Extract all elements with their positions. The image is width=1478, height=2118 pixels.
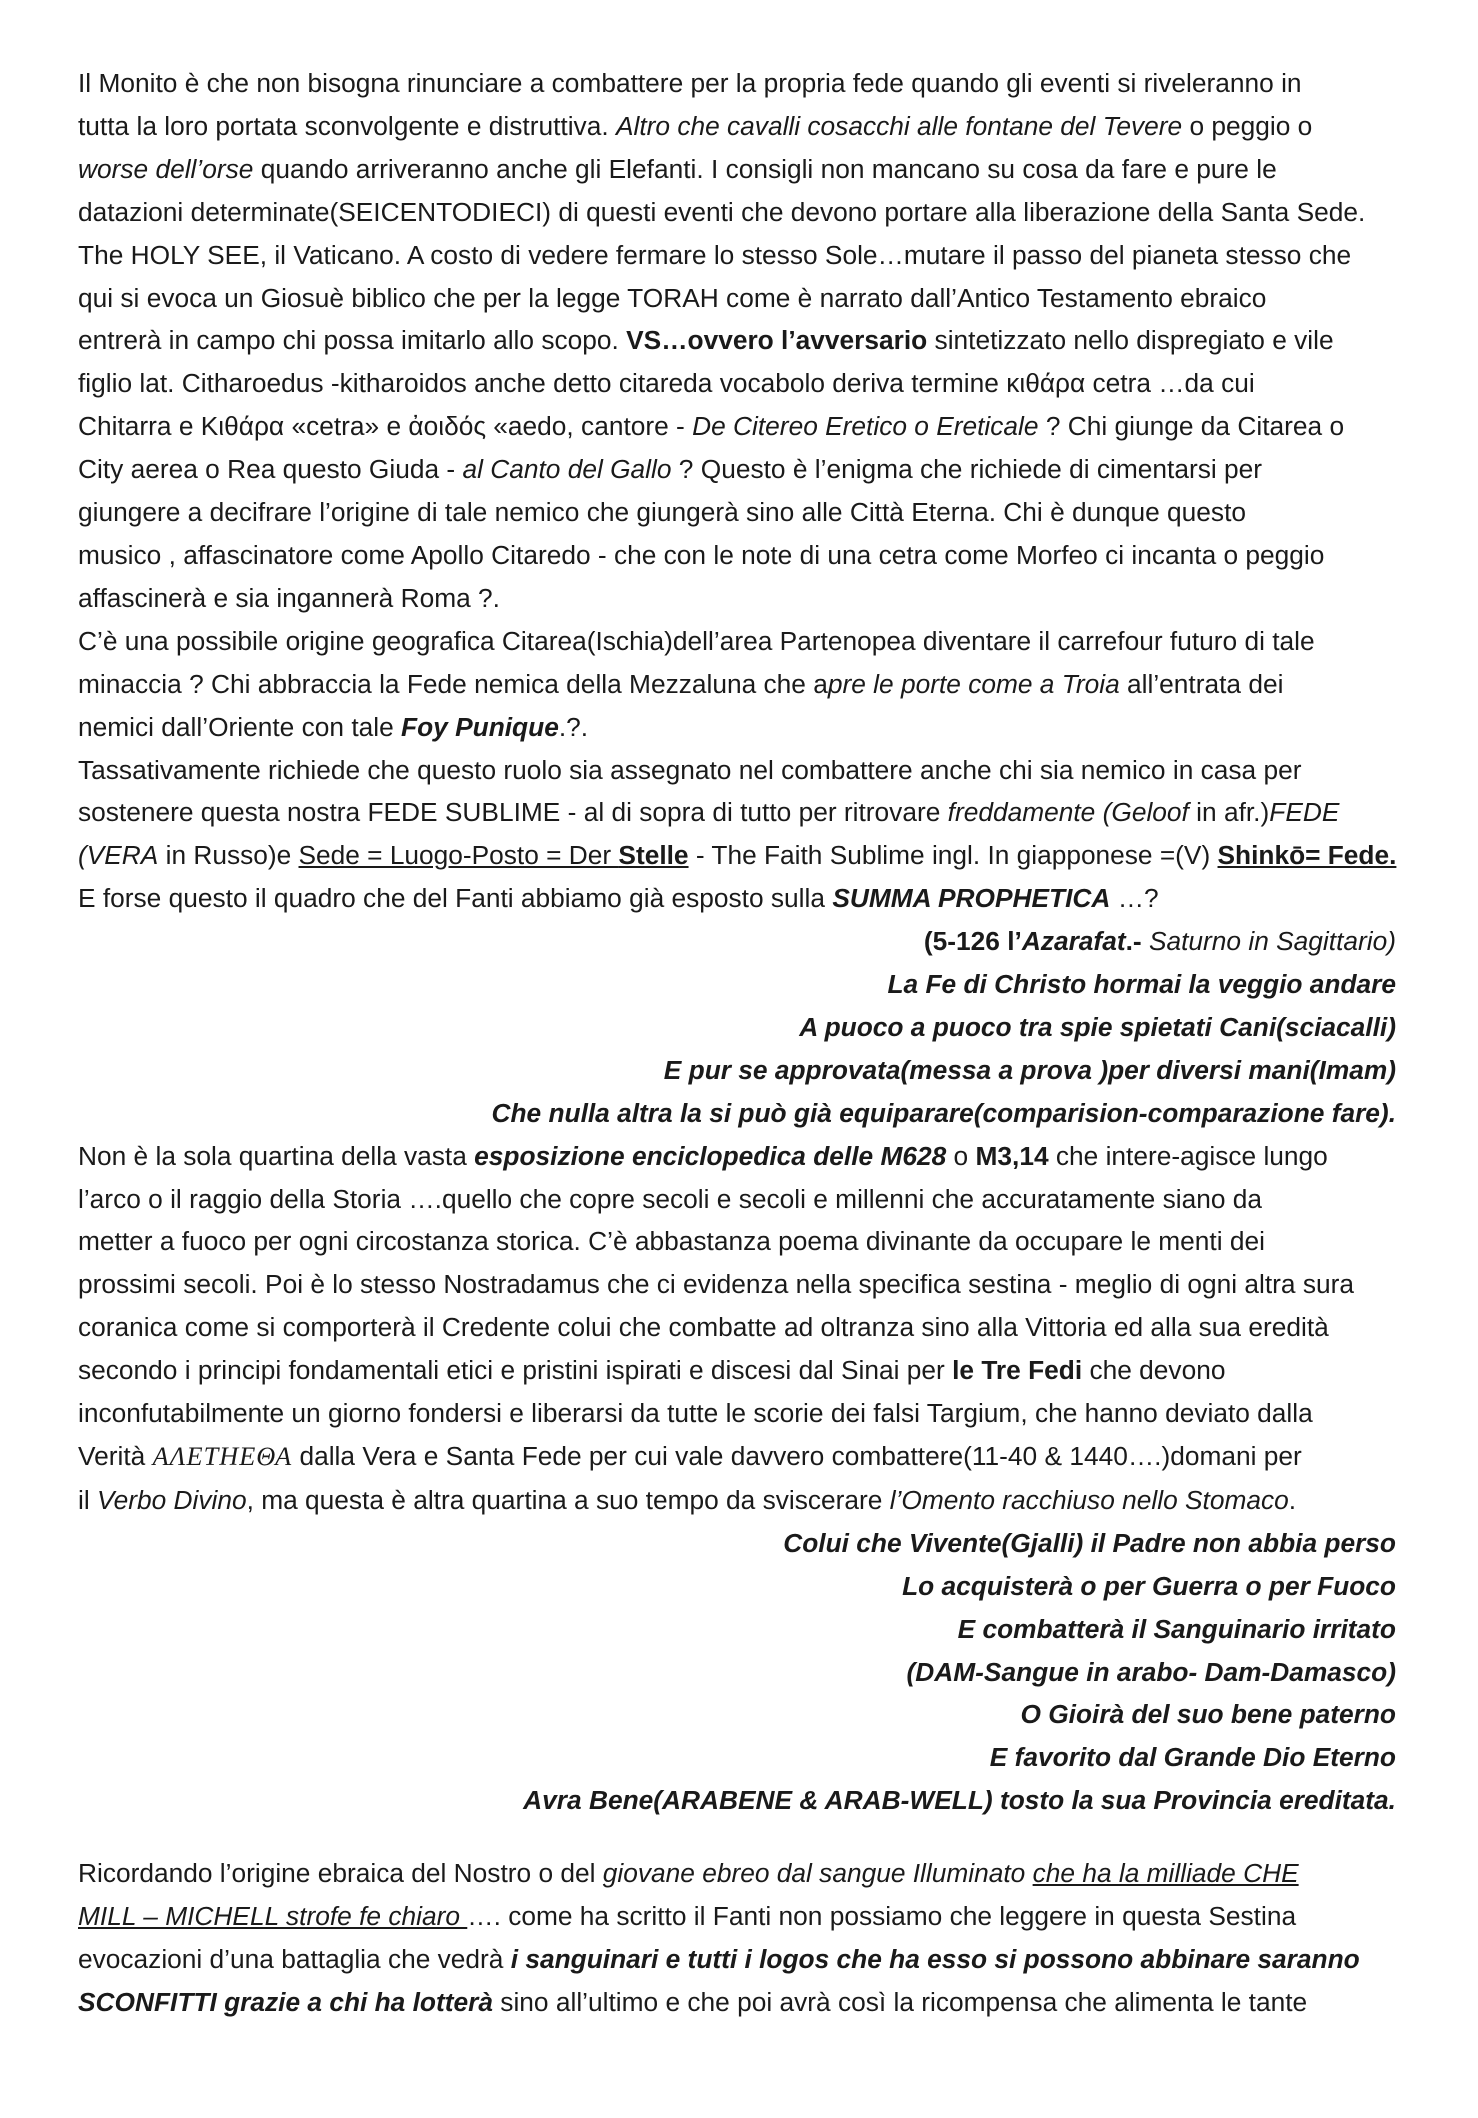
- text-segment: E favorito dal Grande Dio Eterno: [989, 1742, 1396, 1773]
- verse-line: [78, 1779, 1396, 1822]
- text-segment: sino all’ultimo e che poi avrà così la ricompensa che alimenta le tante: [493, 1986, 1308, 2017]
- text-line: [78, 1938, 1396, 1981]
- text-segment: FEDE: [1269, 797, 1340, 828]
- text-segment: Chitarra e Κιθάρα «cetra» e ἀοιδός «aedo, cantore -: [78, 411, 693, 442]
- text-segment: (5-126 l’: [923, 926, 1022, 957]
- text-line: [78, 405, 1396, 448]
- text-line: [78, 62, 1396, 105]
- verse-line: [78, 1565, 1396, 1608]
- text-segment: Lo acquisterà o per Guerra o per Fuoco: [902, 1570, 1396, 1601]
- text-line: [78, 1435, 1396, 1479]
- text-segment: entrerà in campo chi possa imitarlo allo scopo.: [78, 325, 627, 356]
- text-segment: Stelle: [618, 840, 689, 871]
- text-segment: che devono: [1082, 1355, 1226, 1386]
- text-segment: …. come ha scritto il Fanti non possiamo che leggere in questa Sestina: [467, 1901, 1297, 1932]
- text-segment: prossimi secoli. Poi è lo stesso Nostradamus che ci evidenza nella specifica sestina - meglio di ogni altra sura: [78, 1269, 1354, 1300]
- text-segment: secondo i principi fondamentali etici e pristini ispirati e discesi dal Sinai per: [78, 1355, 953, 1386]
- text-segment: Saturno in Sagittario): [1148, 926, 1396, 957]
- text-segment: che intere-agisce lungo: [1048, 1140, 1328, 1171]
- text-segment: ? Questo è l’enigma che richiede di cimentarsi per: [671, 454, 1263, 485]
- text-segment: i sanguinari e tutti i logos che ha esso si possono abbinare saranno: [510, 1943, 1360, 1974]
- text-segment: in Russo)e: [158, 840, 299, 871]
- text-line: [78, 620, 1396, 663]
- text-segment: sostenere questa nostra FEDE SUBLIME - al di sopra di tutto per ritrovare: [78, 797, 948, 828]
- verse-line: [78, 1522, 1396, 1565]
- text-segment: giungere a decifrare l’origine di tale nemico che giungerà sino alle Città Eterna. Chi è dunque questo: [78, 497, 1247, 528]
- text-segment: - The Faith Sublime ingl. In giapponese =(V): [688, 840, 1218, 871]
- text-segment: datazioni determinate(SEICENTODIECI) di questi eventi che devono portare alla liberazione della Santa Sede.: [78, 196, 1366, 227]
- verse-line: [78, 1736, 1396, 1779]
- text-segment: quando arriveranno anche gli Elefanti. I consigli non mancano su cosa da fare e pure le: [253, 153, 1277, 184]
- text-line: [78, 448, 1396, 491]
- text-segment: pre le porte come a Troia: [827, 668, 1120, 699]
- text-segment: .?.: [558, 711, 589, 742]
- text-segment: freddamente (Geloof: [947, 797, 1189, 828]
- text-segment: sintetizzato nello dispregiato e vile: [927, 325, 1334, 356]
- text-segment: musico , affascinatore come Apollo Citaredo - che con le note di una cetra come Morfeo ci incanta o peggio: [78, 539, 1325, 570]
- text-segment: metter a fuoco per ogni circostanza storica. C’è abbastanza poema divinante da occupare le menti dei: [78, 1226, 1265, 1257]
- text-segment: La Fe di Christo hormai la veggio andare: [887, 969, 1396, 1000]
- text-line: [78, 1479, 1396, 1522]
- text-line: [78, 663, 1396, 706]
- text-segment: o peggio o: [1182, 110, 1313, 141]
- paragraph-gap: [78, 1822, 1396, 1852]
- text-line: [78, 577, 1396, 620]
- text-segment: Azarafat: [1021, 926, 1126, 957]
- text-segment: Il Monito è che non bisogna rinunciare a combattere per la propria fede quando gli eventi si riveleranno in: [78, 68, 1302, 98]
- text-segment: worse dell’orse: [78, 153, 254, 184]
- text-segment: City aerea o Rea questo Giuda -: [78, 454, 463, 485]
- text-segment: esposizione enciclopedica delle M628: [474, 1140, 947, 1171]
- text-segment: ? Chi giunge da Citarea o: [1038, 411, 1345, 442]
- text-segment: tutta la loro portata sconvolgente e distruttiva.: [78, 110, 616, 141]
- text-segment: Altro che cavalli cosacchi alle fontane del Tevere: [615, 110, 1183, 141]
- text-segment: C’è una possibile origine geografica Citarea(Ischia)dell’area Partenopea diventare il carrefour futuro di tale: [78, 625, 1315, 656]
- text-segment: E forse questo il quadro che del Fanti abbiamo già esposto sulla: [78, 883, 833, 914]
- verse-line: [78, 1693, 1396, 1736]
- text-segment: .: [1288, 1484, 1297, 1515]
- text-segment: , ma questa è altra quartina a suo tempo da sviscerare: [246, 1484, 890, 1515]
- text-line: [78, 1306, 1396, 1349]
- text-segment: dalla Vera e Santa Fede per cui vale davvero combattere(11-40 & 1440….)domani per: [292, 1441, 1302, 1471]
- text-segment: SUMMA PROPHETICA: [832, 883, 1111, 914]
- text-line: [78, 706, 1396, 749]
- verse-line: [78, 1092, 1396, 1135]
- text-segment: [1025, 1858, 1032, 1888]
- text-segment: qui si evoca un Giosuè biblico che per la legge TORAH come è narrato dall’Antico Testamento ebraico: [78, 282, 1267, 313]
- verse-line: [78, 1049, 1396, 1092]
- text-segment: Ricordando l’origine ebraica del Nostro o del: [78, 1858, 603, 1889]
- text-segment: l’Omento racchiuso nello Stomaco: [889, 1484, 1289, 1515]
- text-segment: Shinkō= Fede.: [1217, 840, 1397, 871]
- text-segment: ΑΛΕΤΗΕΘΑ: [152, 1442, 293, 1471]
- verse-line: [78, 963, 1396, 1006]
- verse-line: [78, 1651, 1396, 1694]
- text-line: [78, 1895, 1396, 1938]
- text-segment: E pur se approvata(messa a prova )per diversi mani(Imam): [663, 1054, 1396, 1085]
- text-segment: O Gioirà del suo bene paterno: [1020, 1699, 1396, 1730]
- text-line: [78, 534, 1396, 577]
- text-line: [78, 749, 1396, 792]
- verse-line: [78, 1608, 1396, 1651]
- text-line: [78, 362, 1396, 405]
- text-segment: (VERA: [78, 840, 159, 871]
- text-line: [78, 277, 1396, 320]
- text-line: [78, 1392, 1396, 1435]
- text-segment: il: [78, 1484, 97, 1515]
- text-line: [78, 1263, 1396, 1306]
- text-segment: A puoco a puoco tra spie spietati Cani(sciacalli): [799, 1011, 1396, 1042]
- text-segment: in afr.): [1188, 797, 1270, 828]
- text-line: [78, 1852, 1396, 1895]
- text-line: [78, 1981, 1396, 2024]
- text-line: [78, 791, 1396, 834]
- text-segment: The HOLY SEE, il Vaticano. A costo di vedere fermare lo stesso Sole…mutare il passo del pianeta stesso che: [78, 239, 1352, 270]
- text-segment: minaccia ? Chi abbraccia la Fede nemica della Mezzaluna che a: [78, 668, 828, 699]
- text-line: [78, 1178, 1396, 1221]
- text-segment: o: [946, 1140, 976, 1171]
- text-segment: nemici dall’Oriente con tale: [78, 711, 402, 742]
- text-segment: giovane ebreo dal sangue Illuminato: [602, 1858, 1026, 1889]
- text-line: [78, 191, 1396, 234]
- text-segment: E combatterà il Sanguinario irritato: [957, 1613, 1396, 1644]
- text-segment: Colui che Vivente(Gjalli) il Padre non abbia perso: [783, 1527, 1396, 1558]
- text-segment: MILL – MICHELL strofe fe chiaro: [78, 1901, 468, 1932]
- text-line: [78, 234, 1396, 277]
- text-line: [78, 148, 1396, 191]
- text-segment: affascinerà e sia ingannerà Roma ?.: [78, 582, 500, 613]
- text-segment: (DAM-Sangue in arabo- Dam-Damasco): [906, 1656, 1396, 1687]
- text-line: [78, 1135, 1396, 1178]
- verse-line: [78, 920, 1396, 963]
- text-segment: inconfutabilmente un giorno fondersi e liberarsi da tutte le scorie dei falsi Targium, che hanno deviato dalla: [78, 1398, 1313, 1429]
- text-segment: figlio lat. Citharoedus -kitharoidos anche detto citareda vocabolo deriva termine κιθάρα cetra …da cui: [78, 368, 1255, 399]
- text-segment: Che nulla altra la si può già equiparare(comparision-comparazione fare).: [491, 1097, 1396, 1128]
- text-segment: …?: [1110, 883, 1159, 914]
- text-segment: Tassativamente richiede che questo ruolo sia assegnato nel combattere anche chi sia nemico in casa per: [78, 754, 1302, 785]
- text-segment: che ha la milliade CHE: [1032, 1858, 1299, 1889]
- text-segment: De Citereo Eretico o Ereticale: [692, 411, 1039, 442]
- text-line: [78, 1220, 1396, 1263]
- text-line: [78, 105, 1396, 148]
- text-segment: SCONFITTI grazie a chi ha lotterà: [78, 1986, 493, 2017]
- text-segment: Sede = Luogo-Posto = Der: [298, 840, 619, 871]
- text-segment: Verità: [78, 1441, 153, 1471]
- text-segment: M3,14: [975, 1140, 1049, 1171]
- text-segment: al Canto del Gallo: [462, 454, 672, 485]
- text-segment: all’entrata dei: [1119, 668, 1284, 699]
- text-line: [78, 491, 1396, 534]
- text-segment: evocazioni d’una battaglia che vedrà: [78, 1943, 511, 1974]
- text-line: [78, 834, 1395, 877]
- text-segment: Avra Bene(ARABENE & ARAB-WELL) tosto la sua Provincia ereditata.: [523, 1785, 1396, 1816]
- text-segment: le Tre Fedi: [952, 1355, 1083, 1386]
- text-segment: Verbo Divino: [97, 1484, 247, 1515]
- verse-line: [78, 1006, 1396, 1049]
- text-line: [78, 1349, 1396, 1392]
- text-segment: VS…ovvero l’avversario: [626, 325, 928, 356]
- text-segment: l’arco o il raggio della Storia ….quello che copre secoli e secoli e millenni che accuratamente siano da: [78, 1183, 1263, 1214]
- text-segment: .-: [1125, 926, 1149, 957]
- text-line: [78, 319, 1396, 362]
- text-segment: coranica come si comporterà il Credente colui che combatte ad oltranza sino alla Vittoria ed alla sua eredità: [78, 1312, 1329, 1343]
- text-segment: Foy Punique: [401, 711, 559, 742]
- text-segment: Non è la sola quartina della vasta: [78, 1140, 475, 1171]
- text-line: [78, 877, 1396, 920]
